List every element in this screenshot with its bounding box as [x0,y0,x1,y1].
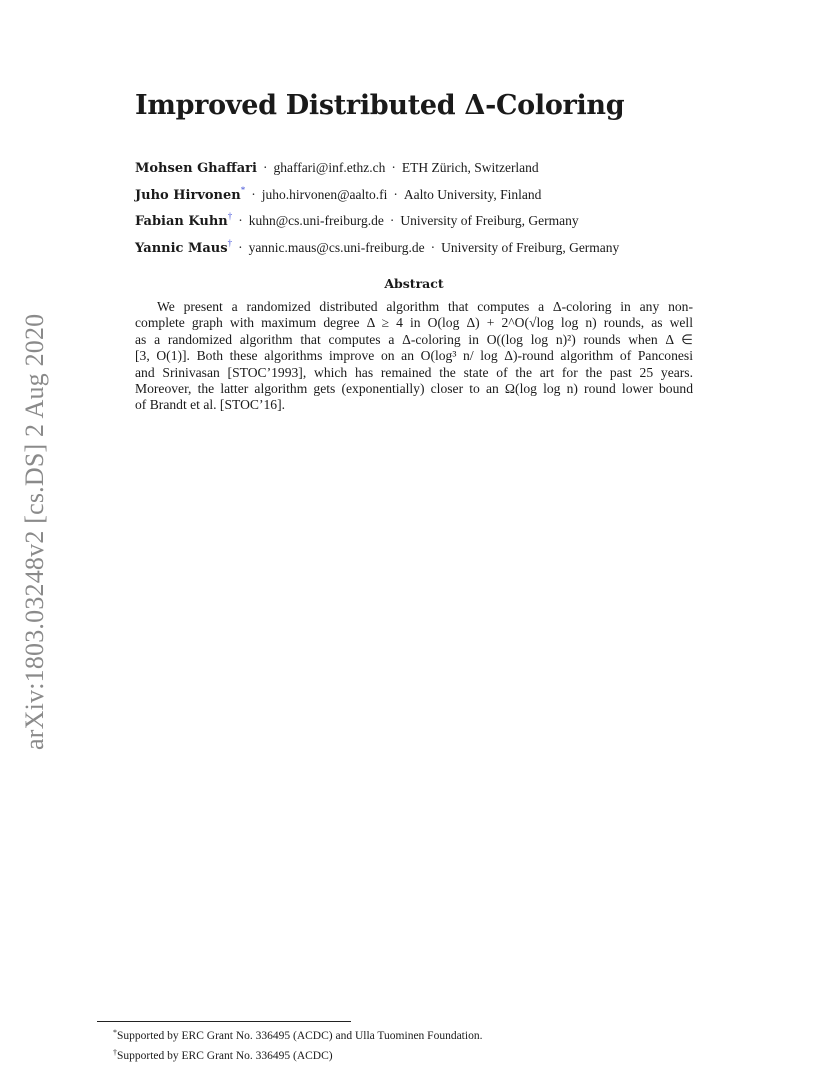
footnote [113,1045,482,1065]
arxiv-identifier: arXiv:1803.03248v2 [cs.DS] 2 Aug 2020 [20,313,49,750]
abstract-body [135,299,693,414]
author-row [135,181,619,208]
author-name: Yannic Maus [135,240,228,256]
author-affiliation: University of Freiburg, Germany [441,239,620,255]
author-name: Mohsen Ghaffari [135,161,257,176]
abstract-line: [3, O(1)]. Both these algorithms improve on an O(log³ n/ log Δ)-round algorithm of Panconesi [135,348,693,364]
author-email[interactable]: juho.hirvonen@aalto.fi [261,186,388,202]
separator: · [238,213,243,228]
abstract-line: We present a randomized distributed algorithm that computes a Δ-coloring in any non- [157,299,693,314]
abstract-line: and Srinivasan [STOC’1993], which has remained the state of the art for the past 25 years. [135,364,693,380]
author-email[interactable]: kuhn@cs.uni-freiburg.de [248,213,384,228]
author-row [135,234,619,261]
author-row [135,207,619,234]
abstract-line: Moreover, the latter algorithm gets (exponentially) closer to an Ω(log log n) round lower bound [135,381,693,397]
author-affiliation: Aalto University, Finland [403,186,542,202]
separator: · [251,186,256,202]
paper-title: Improved Distributed Δ-Coloring [135,90,625,121]
author-name: Fabian Kuhn [135,214,228,229]
footnotes [113,1025,482,1064]
author-name: Juho Hirvonen [135,187,241,203]
separator: · [262,160,268,175]
separator: · [389,213,395,228]
author-affiliation: ETH Zürich, Switzerland [401,160,539,175]
author-row [135,154,619,181]
separator: · [238,239,243,255]
author-footnote-mark[interactable]: † [227,237,233,248]
author-email[interactable]: ghaffari@inf.ethz.ch [273,160,386,175]
separator: · [430,239,436,255]
author-affiliation: University of Freiburg, Germany [400,213,579,228]
footnote-mark: † [113,1047,117,1057]
abstract-heading: Abstract [384,276,444,291]
abstract-line: of Brandt et al. [STOC’16]. [135,397,286,413]
footnote-mark: * [113,1028,117,1037]
abstract-line: as a randomized algorithm that computes a Δ-coloring in O((log log n)²) rounds when Δ ∈ [135,331,693,347]
footnote-text: Supported by ERC Grant No. 336495 (ACDC) [117,1049,333,1062]
author-footnote-mark[interactable]: * [240,184,246,195]
abstract-line: complete graph with maximum degree Δ ≥ 4 in O(log Δ) + 2^O(√log log n) rounds, as well [135,315,693,331]
separator: · [391,160,396,175]
footnote [113,1025,482,1045]
footnote-divider [97,1021,351,1022]
author-list [135,154,619,260]
separator: · [393,186,398,202]
author-footnote-mark[interactable]: † [227,211,233,221]
author-email[interactable]: yannic.maus@cs.uni-freiburg.de [248,239,425,255]
footnote-text: Supported by ERC Grant No. 336495 (ACDC) and Ulla Tuominen Foundation. [117,1030,483,1042]
